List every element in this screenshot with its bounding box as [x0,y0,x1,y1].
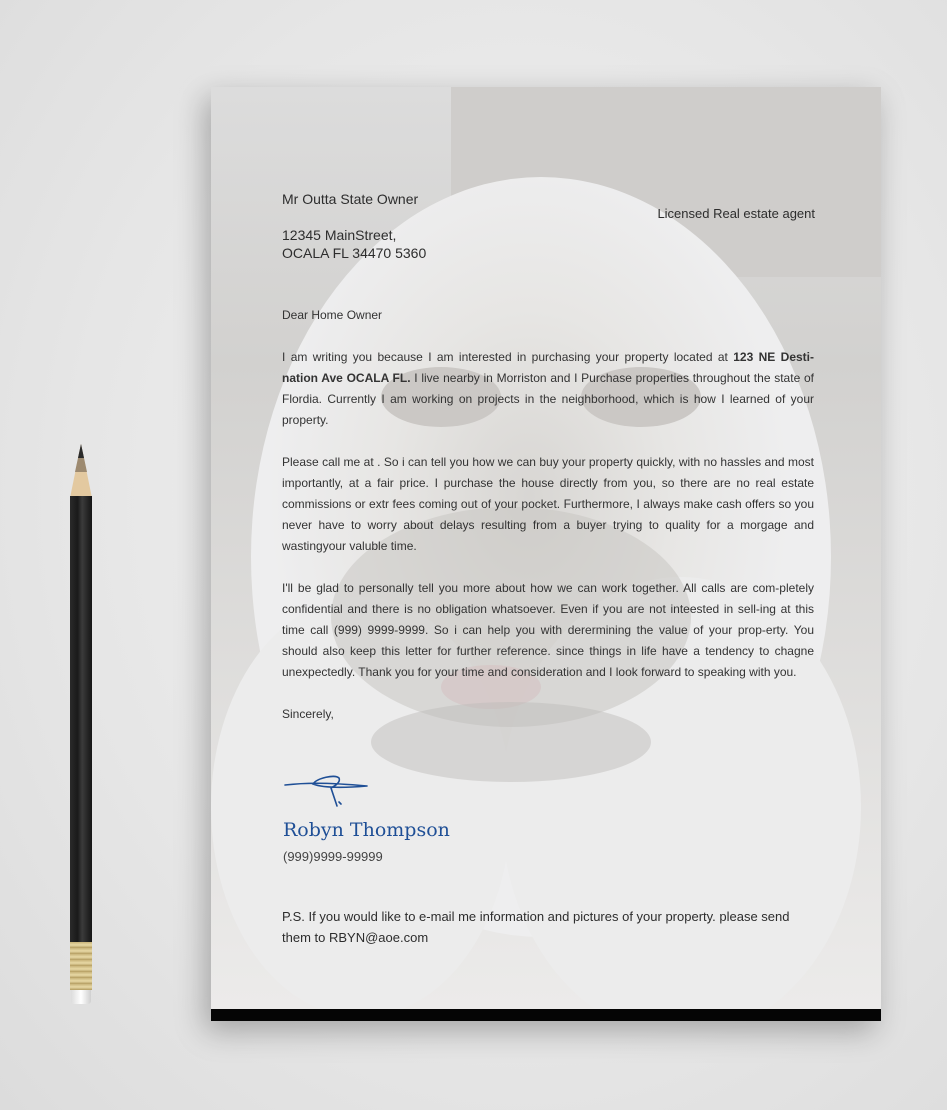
recipient-name: Mr Outta State Owner [282,191,419,207]
recipient-block [282,190,426,262]
property-address: 123 NE Desti-nation Ave OCALA FL. [282,350,814,385]
letter-content [211,87,881,1009]
signer-name: Robyn Thompson [283,819,450,841]
paragraph-3: I'll be glad to personally tell you more about how we can work together. All calls are com-pletely confidential and there is no obligation whatsoever. Even if you are not inteested in sell-ing at this time call (999) 9999-9999. So i can help you with derermining the value of your prop-erty. You should also keep this letter for further reference. since things in life have a tendency to chagne unexpectedly. Thank you for your time and consideration and I look forward to speaking with you. [282,581,814,679]
handwritten-signature [283,772,373,812]
paragraph-1-end: I live nearby in Morriston and I Purchase properties throughout the state of Flordia. Currently I am working on projects in the neighborhood, which is how I learned of your property. [282,371,814,427]
sender-title: Licensed Real estate agent [657,206,815,221]
paragraph-2: Please call me at . So i can tell you how we can buy your property quickly, with no hassles and most importantly, at a fair price. I purchase the house directly from you, so there are no real estate commissions or extr fees coming out of your pocket. Furthermore, I always make cash offers so you never have to worry about delays resulting from a buyer trying to quality for a morgage and wastingyour valuble time. [282,455,814,553]
paragraph-1 [282,347,814,431]
recipient-address-line1: 12345 MainStreet, [282,227,397,243]
postscript: P.S. If you would like to e-mail me information and pictures of your property. please send them to RBYN@aoe.com [282,909,790,945]
pencil-tip-icon [69,444,93,498]
letter-paper [211,87,881,1021]
pencil-body [70,496,92,942]
pencil-eraser [71,990,91,1004]
paragraph-1-start: I am writing you because I am interested in purchasing your property located at [282,350,734,364]
greeting: Dear Home Owner [282,308,383,322]
recipient-address-line2: OCALA FL 34470 5360 [282,245,427,261]
letter-body [282,305,814,725]
pencil-ferrule [70,942,92,990]
closing: Sincerely, [282,707,334,721]
pencil [69,444,93,1006]
paper-bottom-bar [211,1009,881,1021]
signer-phone: (999)9999-99999 [283,849,383,864]
